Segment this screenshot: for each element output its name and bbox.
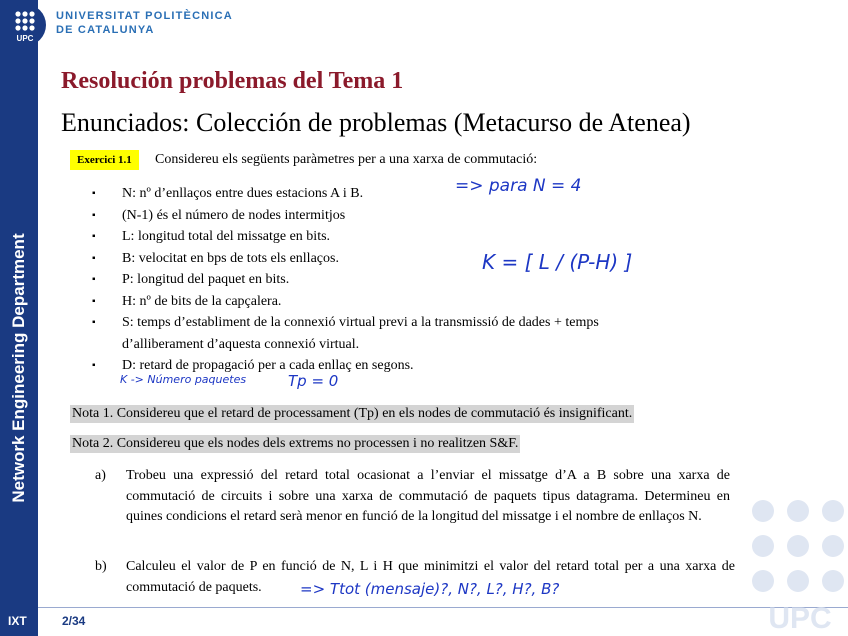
slide-title: Resolución problemas del Tema 1 xyxy=(61,68,404,94)
svg-text:UPC: UPC xyxy=(768,602,832,635)
parameter-item: ▪ (N-1) és el número de nodes intermitjos xyxy=(92,205,682,227)
parameter-item: ▪ S: temps d’establiment de la connexió virtual previ a la transmissió de dades + temps d’alliberament d’aquesta connexió virtual. xyxy=(92,312,682,355)
annotation-tp: Tp = 0 xyxy=(288,372,339,390)
page-number: 2/34 xyxy=(62,614,86,628)
parameter-item: ▪ L: longitud total del missatge en bits. xyxy=(92,226,682,248)
parameter-list xyxy=(92,183,682,377)
footer-code: IXT xyxy=(8,614,27,628)
question-text: Trobeu una expressió del retard total ocasionat a l’enviar el missatge d’A a B sobre una xarxa de commutació de circuits i sobre una xarxa de commutació de paquets tipus datagrama. Determineu en quines condicions el retard serà menor en funció de la longitud del missatge i el nombre de enllaços N. xyxy=(126,468,730,524)
note-1: Nota 1. Considereu que el retard de processament (Tp) en els nodes de commutació és insignificant. xyxy=(72,406,633,421)
parameter-item: ▪ B: velocitat en bps de tots els enllaços. xyxy=(92,248,682,270)
annotation-k-formula: K = [ L / (P-H) ] xyxy=(482,250,633,274)
annotation-para: => para N = 4 xyxy=(455,176,582,196)
parameter-item: ▪ N: nº d’enllaços entre dues estacions A i B. xyxy=(92,183,682,205)
university-name: UNIVERSITAT POLITÈCNICA DE CATALUNYA xyxy=(56,10,233,36)
note-2: Nota 2. Considereu que els nodes dels extrems no processen i no realitzen S&F. xyxy=(72,436,519,451)
question-label: b) xyxy=(95,559,107,574)
slide-subtitle: Enunciados: Colección de problemas (Metacurso de Atenea) xyxy=(61,108,691,137)
parameter-item: ▪ D: retard de propagació per a cada enllaç en segons. xyxy=(92,355,682,377)
upc-logo-icon xyxy=(3,3,47,47)
upc-watermark-icon xyxy=(728,486,848,636)
parameter-item: ▪ H: nº de bits de la capçalera. xyxy=(92,291,682,313)
question-a xyxy=(95,466,730,528)
footer-divider xyxy=(38,607,848,608)
exercise-tag: Exercici 1.1 xyxy=(70,150,139,170)
annotation-k-definition: K -> Número paquetes xyxy=(120,373,247,386)
svg-text:UPC: UPC xyxy=(16,34,34,43)
question-text: Calculeu el valor de P en funció de N, L i H que minimitzi el valor del retard total per a una xarxa de commutació de paquets. xyxy=(126,559,735,595)
exercise-intro: Considereu els següents paràmetres per a una xarxa de commutació: xyxy=(155,152,538,167)
parameter-item: ▪ P: longitud del paquet en bits. xyxy=(92,269,682,291)
question-label: a) xyxy=(95,468,106,483)
department-label: Network Engineering Department xyxy=(9,233,28,503)
annotation-unknowns: => Ttot (mensaje)?, N?, L?, H?, B? xyxy=(300,580,560,598)
